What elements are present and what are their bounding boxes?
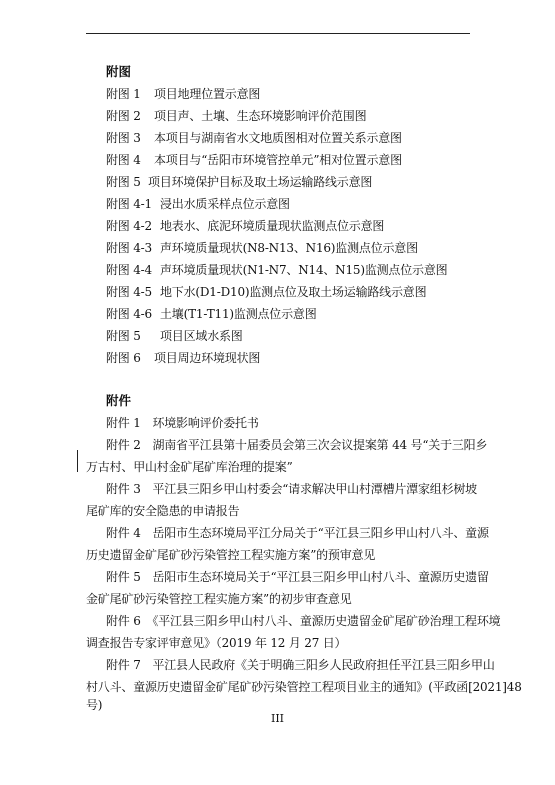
figure-item: 附图 4-1 浸出水质采样点位示意图	[106, 197, 290, 211]
figure-item: 附图 1 项目地理位置示意图	[106, 87, 261, 101]
figure-item: 附图 4 本项目与“岳阳市环境管控单元”相对位置示意图	[106, 153, 402, 167]
figure-item: 附图 2 项目声、土壤、生态环境影响评价范围图	[106, 109, 367, 123]
header-rule	[86, 33, 470, 34]
figure-item: 附图 5 项目环境保护目标及取土场运输路线示意图	[106, 175, 373, 189]
page-number: III	[270, 712, 285, 725]
attachment-item-line: 附件 7 平江县人民政府《关于明确三阳乡人民政府担任平江县三阳乡甲山	[106, 658, 495, 672]
figure-item: 附图 3 本项目与湖南省水文地质图相对位置关系示意图	[106, 131, 402, 145]
figure-item: 附图 4-4 声环境质量现状(N1-N7、N14、N15)监测点位示意图	[106, 263, 448, 277]
figure-item: 附图 4-2 地表水、底泥环境质量现状监测点位示意图	[106, 219, 385, 233]
attachment-item-line: 村八斗、童源历史遗留金矿尾矿砂污染管控工程项目业主的通知》(平政函[2021]48	[86, 680, 522, 694]
figure-item: 附图 4-6 土壤(T1-T11)监测点位示意图	[106, 307, 317, 321]
figure-item: 附图 4-3 声环境质量现状(N8-N13、N16)监测点位示意图	[106, 241, 418, 255]
attachment-item-line: 金矿尾矿砂污染管控工程实施方案”的初步审查意见	[86, 592, 352, 606]
attachment-item-line: 尾矿库的安全隐患的申请报告	[86, 504, 240, 518]
attachment-item-line: 附件 2 湖南省平江县第十届委员会第三次会议提案第 44 号“关于三阳乡	[106, 438, 488, 452]
revision-mark	[77, 450, 78, 472]
attachment-item-line: 附件 4 岳阳市生态环境局平江分局关于“平江县三阳乡甲山村八斗、童源	[106, 526, 489, 540]
attachment-item-line: 附件 6 《平江县三阳乡甲山村八斗、童源历史遗留金矿尾矿砂治理工程环境	[106, 614, 501, 628]
attachment-item-line: 附件 1 环境影响评价委托书	[106, 416, 259, 430]
attachment-item-line: 附件 5 岳阳市生态环境局关于“平江县三阳乡甲山村八斗、童源历史遗留	[106, 570, 489, 584]
figure-item: 附图 6 项目周边环境现状图	[106, 351, 261, 365]
attachment-item-line: 万古村、甲山村金矿尾矿库治理的提案”	[86, 460, 293, 474]
figure-item: 附图 4-5 地下水(D1-D10)监测点位及取土场运输路线示意图	[106, 285, 427, 299]
figures-heading: 附图	[106, 64, 132, 79]
figure-item: 附图 5 项目区域水系图	[106, 329, 243, 343]
attachment-item-line: 附件 3 平江县三阳乡甲山村委会“请求解决甲山村潭槽片潭家组杉树坡	[106, 482, 477, 496]
attachment-item-line: 号)	[86, 698, 103, 712]
attachment-item-line: 调查报告专家评审意见》（2019 年 12 月 27 日）	[86, 636, 347, 650]
attachment-item-line: 历史遗留金矿尾矿砂污染管控工程实施方案”的预审意见	[86, 548, 376, 562]
attachments-heading: 附件	[106, 393, 132, 408]
